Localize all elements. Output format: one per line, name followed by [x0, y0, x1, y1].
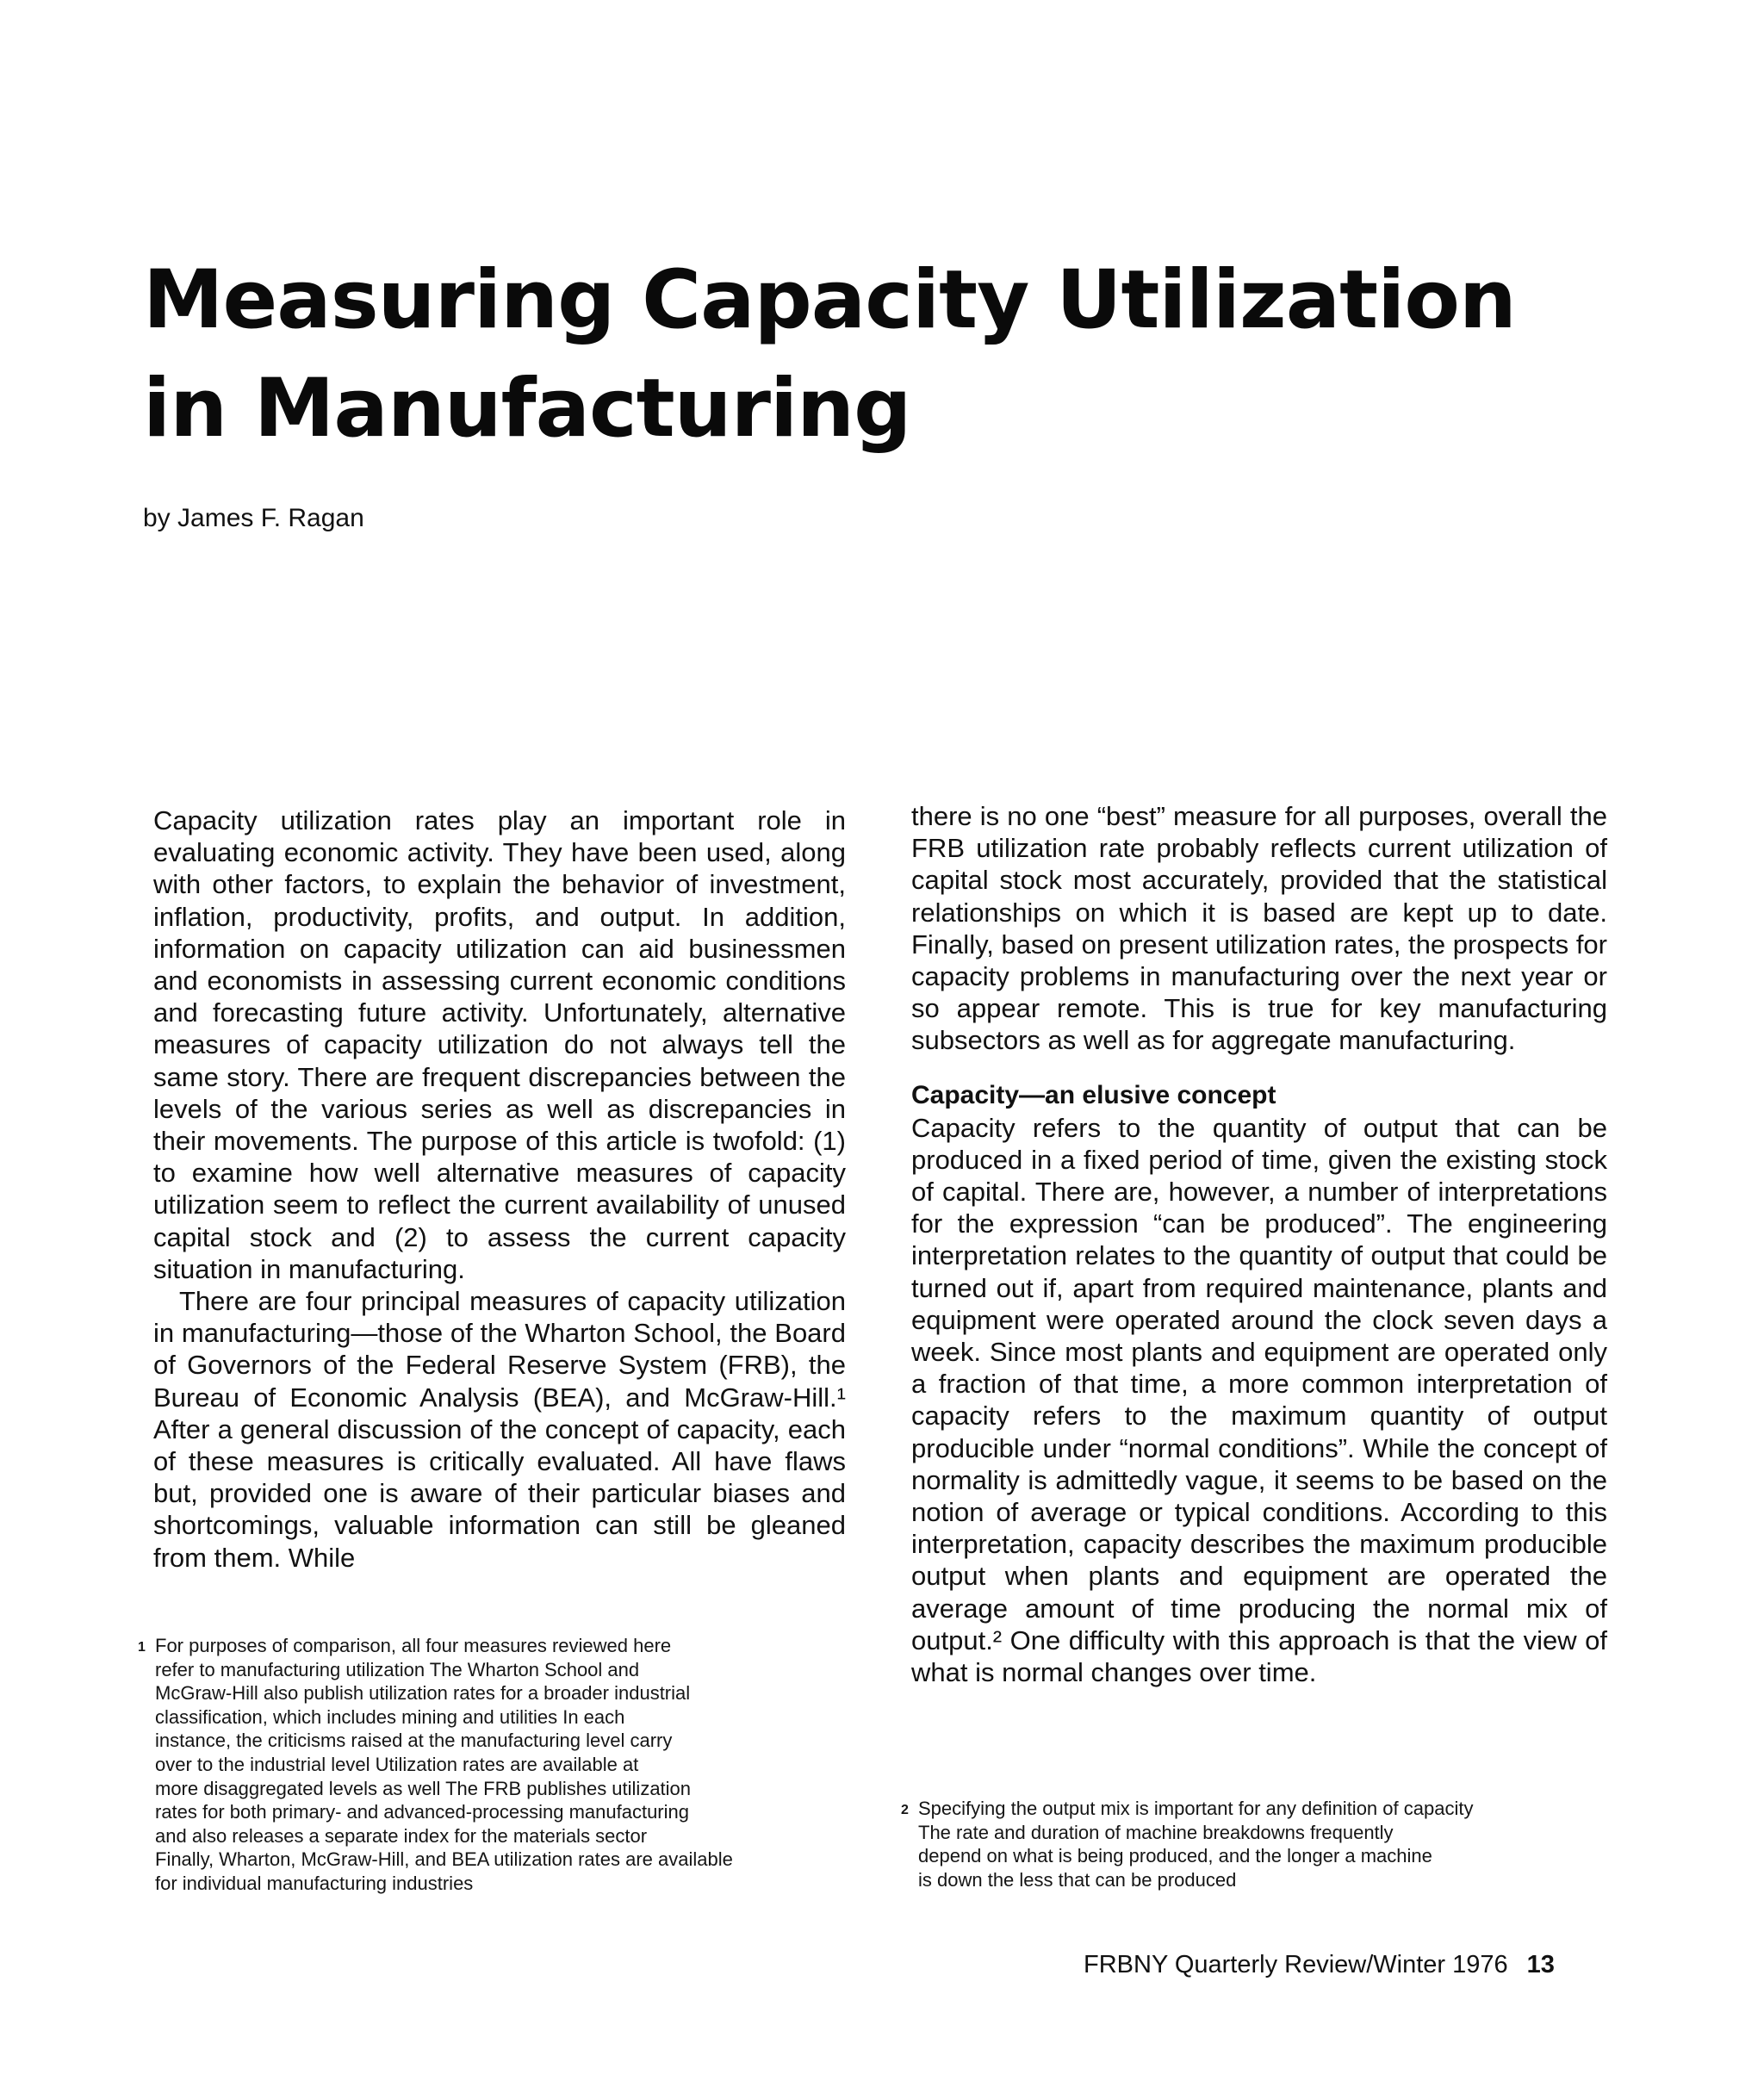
paragraph-four-measures: There are four principal measures of capacity utilization in manufacturing—those of the Wharton School, the Board of Governors of the Federal Reserve System (FRB), the Bureau of Economic Analysis (BEA), and McGraw-Hill.¹ After a general discussion of the concept of capacity, each of these measures is critically evaluated. All have flaws but, provided one is aware of their particular biases and shortcomings, valuable information can still be gleaned from them. While [153, 1286, 846, 1573]
footnote-line: depend on what is being produced, and the longer a machine [918, 1845, 1432, 1867]
footnote-line: Specifying the output mix is important for any definition of capacity [918, 1798, 1474, 1819]
footnote-marker: 1 [138, 1640, 146, 1655]
paragraph-intro: Capacity utilization rates play an important role in evaluating economic activity. They have been used, along with other factors, to explain the behavior of investment, inflation, productivity, profits, and output. In addition, information on capacity utilization can aid businessmen and economists in assessing current economic conditions and forecasting future activity. Unfortunately, alternative measures of capacity utilization do not always tell the same story. There are frequent discrepancies between the levels of the various series as well as discrepancies in their movements. The purpose of this article is twofold: (1) to examine how well alternative measures of capacity utilization seem to reflect the current availability of unused capital stock and (2) to assess the current capacity situation in manufacturing. [153, 805, 846, 1284]
left-column [153, 804, 846, 1574]
footnote-line: The rate and duration of machine breakdowns frequently [918, 1821, 1394, 1843]
byline: by James F. Ragan [143, 504, 364, 532]
publication-name: FRBNY Quarterly Review/Winter 1976 [1084, 1951, 1508, 1978]
footnote-line: Finally, Wharton, McGraw-Hill, and BEA utilization rates are available [155, 1848, 733, 1871]
footnote-line: over to the industrial level Utilization rates are available at [155, 1753, 639, 1775]
footnote-1 [138, 1634, 844, 1896]
footnote-line: is down the less that can be produced [918, 1868, 1237, 1891]
footnote-2 [901, 1797, 1607, 1891]
footnote-line: for individual manufacturing industries [155, 1872, 474, 1894]
footnote-line: and also releases a separate index for the materials sector [155, 1824, 648, 1847]
article-title: Measuring Capacity Utilization in Manufacturing [143, 253, 1516, 456]
page-number: 13 [1526, 1951, 1555, 1978]
footnote-line: rates for both primary- and advanced-processing manufacturing [155, 1801, 689, 1823]
page-footer [1084, 1948, 1555, 1981]
footnote-line: more disaggregated levels as well The FRB publishes utilization [155, 1777, 692, 1799]
paragraph-summary: there is no one “best” measure for all purposes, overall the FRB utilization rate probably reflects current utilization of capital stock most accurately, provided that the statistical relationships on which it is based are kept up to date. Finally, based on present utilization rates, the prospects for capacity problems in manufacturing over the next year or so appear remote. This is true for key manufacturing subsectors as well as for aggregate manufacturing. [911, 801, 1607, 1056]
footnote-line: refer to manufacturing utilization The Wharton School and [155, 1658, 640, 1680]
footnote-marker: 2 [901, 1803, 909, 1817]
footnote-line: instance, the criticisms raised at the manufacturing level carry [155, 1730, 673, 1752]
footnote-line: McGraw-Hill also publish utilization rates for a broader industrial [155, 1682, 691, 1705]
footnote-line: classification, which includes mining and utilities In each [155, 1705, 625, 1728]
right-column [911, 800, 1607, 1688]
paragraph-capacity-concept: Capacity refers to the quantity of output that can be produced in a fixed period of time, given the existing stock of capital. There are, however, a number of interpretations for the expression “can be produced”. The engineering interpretation relates to the quantity of output that could be turned out if, apart from required maintenance, plants and equipment were operated around the clock seven days a week. Since most plants and equipment are operated only a fraction of that time, a more common interpretation of capacity refers to the maximum quantity of output producible under “normal conditions”. While the concept of normality is admittedly vague, it seems to be based on the notion of average or typical conditions. According to this interpretation, capacity describes the maximum producible output when plants and equipment are operated the average amount of time producing the normal mix of output.² One difficulty with this approach is that the view of what is normal changes over time. [911, 1112, 1607, 1688]
section-heading: Capacity—an elusive concept [911, 1080, 1276, 1109]
footnote-line: For purposes of comparison, all four measures reviewed here [155, 1635, 672, 1656]
